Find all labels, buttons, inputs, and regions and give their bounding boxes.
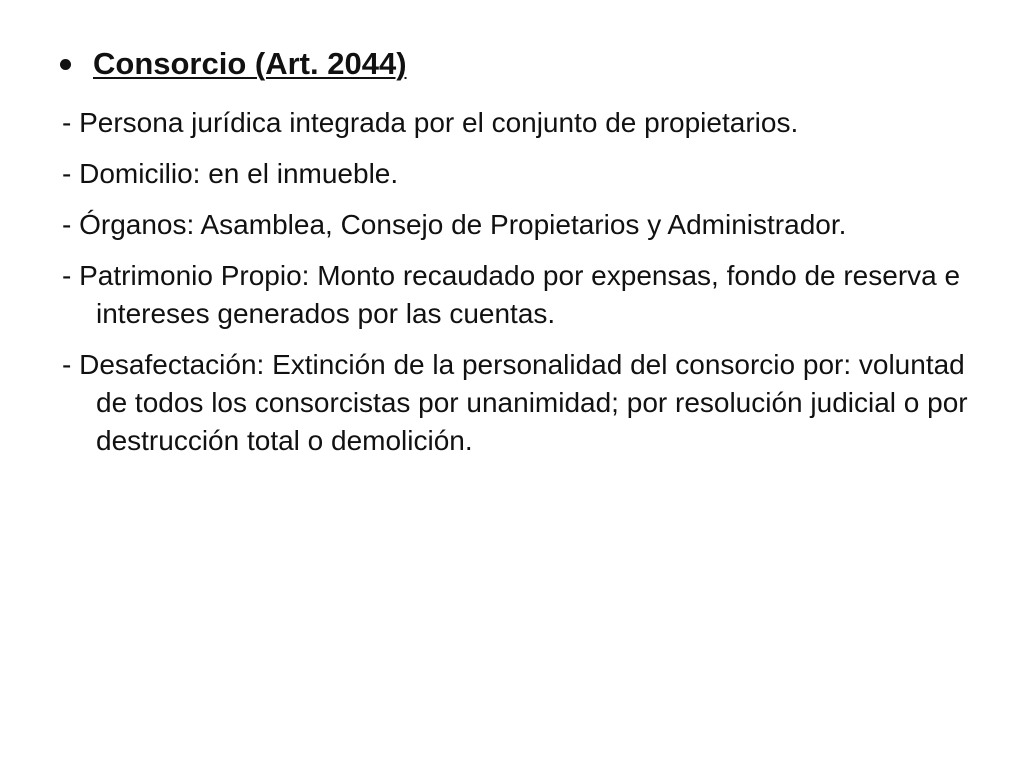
- heading-row: [60, 46, 407, 82]
- item-organos: - Órganos: Asamblea, Consejo de Propietarios y Administrador.: [62, 209, 847, 240]
- item-persona-juridica: - Persona jurídica integrada por el conjunto de propietarios.: [62, 107, 799, 138]
- slide-heading: Consorcio (Art. 2044): [93, 46, 407, 81]
- item-patrimonio: - Patrimonio Propio: Monto recaudado por expensas, fondo de reserva e intereses generados por las cuentas.: [62, 260, 961, 329]
- item-list: [62, 104, 1002, 473]
- item-domicilio: - Domicilio: en el inmueble.: [62, 158, 399, 189]
- item-desafectacion: - Desafectación: Extinción de la personalidad del consorcio por: voluntad de todos los consorcistas por unanimidad; por resolución judicial o por destrucción total o demolición.: [62, 349, 968, 456]
- bullet-dot-icon: [60, 59, 71, 70]
